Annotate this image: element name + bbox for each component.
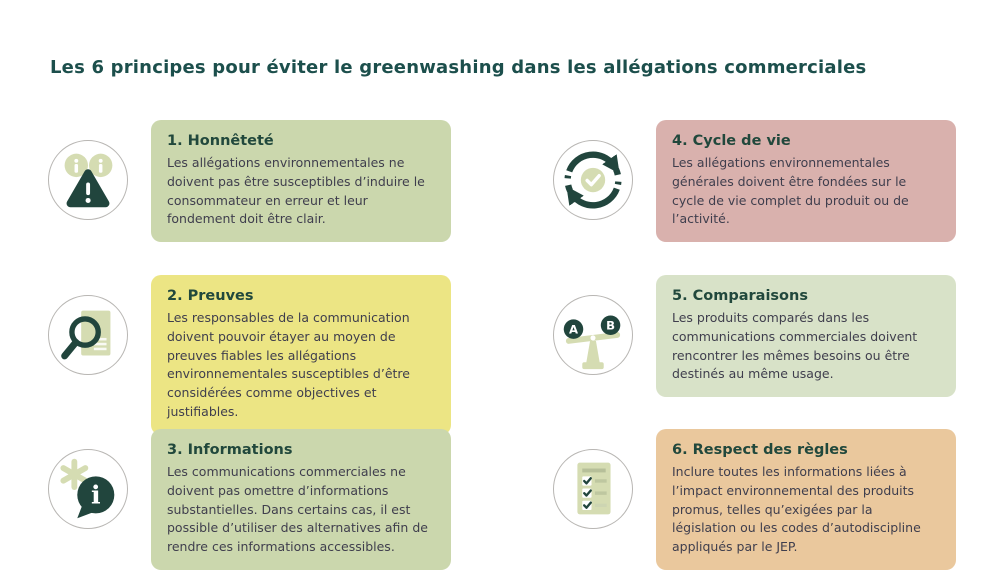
magnifier-document-icon — [48, 295, 128, 375]
lifecycle-arrows-icon — [553, 140, 633, 220]
page-title: Les 6 principes pour éviter le greenwashing dans les allégations commerciales — [50, 57, 867, 78]
card-title: 3. Informations — [167, 442, 293, 458]
principle-card-informations — [151, 429, 451, 570]
principle-card-preuves — [151, 275, 451, 435]
card-body: Les allégations environnementales générales doivent être fondées sur le cycle de vie complet du produit ou de l’activité. — [672, 155, 909, 227]
balance-scale-icon — [553, 295, 633, 375]
principle-6-respect-des-regles — [553, 429, 956, 570]
principle-3-informations — [48, 429, 451, 570]
principle-card-honnetete — [151, 120, 451, 242]
speech-info-icon — [48, 449, 128, 529]
principle-card-comparaisons — [656, 275, 956, 397]
alert-info-icon — [48, 140, 128, 220]
card-body: Inclure toutes les informations liées à l’impact environnemental des produits promus, telles qu’exigées par la législation ou les codes d’autodiscipline appliqués par le JEP. — [672, 464, 921, 554]
card-body: Les communications commerciales ne doivent pas omettre d’informations substantielles. Dans certains cas, il est possible d’utiliser des alternatives afin de rendre ces informations accessibles. — [167, 464, 428, 554]
card-title: 6. Respect des règles — [672, 442, 848, 458]
card-title: 1. Honnêteté — [167, 133, 274, 149]
card-title: 5. Comparaisons — [672, 288, 808, 304]
principle-2-preuves — [48, 275, 451, 435]
card-title: 2. Preuves — [167, 288, 254, 304]
card-body: Les allégations environnementales ne doivent pas être susceptibles d’induire le consommateur en erreur et leur fondement doit être clair. — [167, 155, 425, 227]
principle-4-cycle-de-vie — [553, 120, 956, 242]
svg-text:i: i — [90, 479, 101, 510]
principle-card-cycle-de-vie — [656, 120, 956, 242]
balance-label-a: A — [568, 322, 579, 337]
principle-1-honnetete — [48, 120, 451, 242]
card-title: 4. Cycle de vie — [672, 133, 791, 149]
balance-label-b: B — [606, 318, 616, 333]
principle-card-respect-des-regles — [656, 429, 956, 570]
card-body: Les produits comparés dans les communications commerciales doivent rencontrer les mêmes besoins ou être destinés au même usage. — [672, 310, 918, 382]
card-body: Les responsables de la communication doivent pouvoir étayer au moyen de preuves fiables les allégations environnementales susceptibles d’être considérées comme objectives et justifiables. — [167, 310, 410, 419]
checklist-icon — [553, 449, 633, 529]
principle-5-comparaisons — [553, 275, 956, 397]
